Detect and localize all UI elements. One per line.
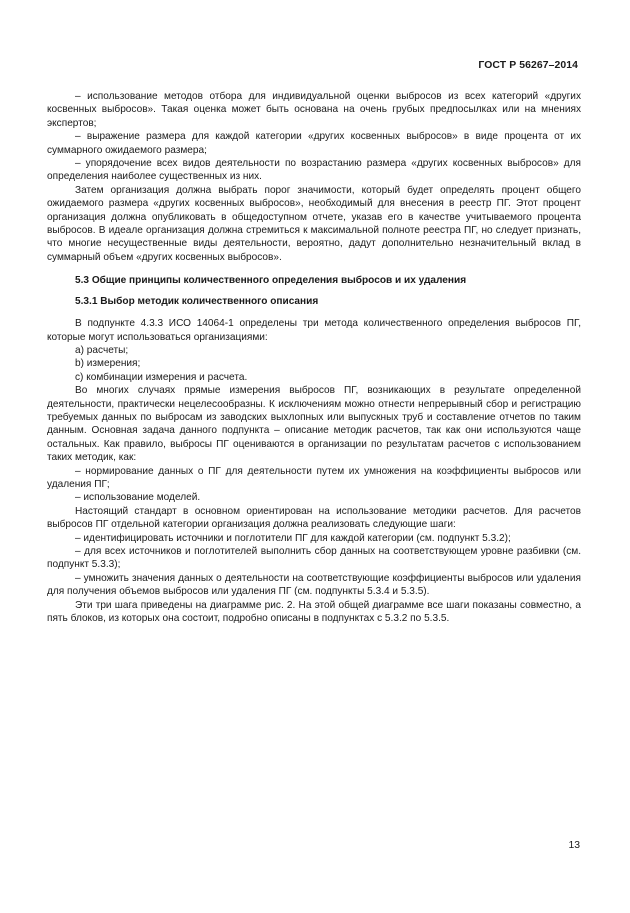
subsection-heading: 5.3.1 Выбор методик количественного описания	[75, 295, 319, 307]
paragraph: В подпункте 4.3.3 ИСО 14064-1 определены три метода количественного определения выбросов ПГ, которые могут использоваться организациями:	[47, 318, 581, 343]
paragraph: – упорядочение всех видов деятельности по возрастанию размера «других косвенных выбросов» для определения наиболее существенных из них.	[47, 158, 581, 183]
document-header: ГОСТ Р 56267–2014	[478, 60, 578, 71]
paragraph: Во многих случаях прямые измерения выбросов ПГ, возникающих в результате определенной деятельности, практически нецелесообразны. К исключениям можно отнести непрерывный сбор и регистрацию требуемых данных по выбросам из заводских выхлопных или выпускных труб и составление отчетов по таким данным. Основная задача данного подпункта – описание методик расчетов, так как они используются чаще остальных. Как правило, выбросы ПГ оцениваются в организации по результатам расчетов с использованием таких методик, как:	[47, 385, 581, 464]
page-body	[47, 90, 581, 625]
paragraph: – выражение размера для каждой категории «других косвенных выбросов» в виде процента от их суммарного ожидаемого размера;	[47, 131, 581, 156]
list-item: b) измерения;	[75, 358, 141, 370]
page-number: 13	[568, 840, 580, 851]
paragraph: Затем организация должна выбрать порог значимости, который будет определять процент общего ожидаемого размера «других косвенных выбросов», необходимый для внесения в реестр ПГ. Этот процент организация должна опубликовать в общедоступном отчете, указав его в качестве учитываемого процента выбросов. В идеале организация должна стремиться к максимальной полноте реестра ПГ, но следует признать, что многие несущественные виды деятельности, вероятно, дадут дополнительно незначительный вклад в суммарный объем «других косвенных выбросов».	[47, 184, 581, 263]
list-item: c) комбинации измерения и расчета.	[75, 371, 248, 383]
list-item: – использование моделей.	[75, 492, 201, 504]
list-item: – для всех источников и поглотителей выполнить сбор данных на соответствующем уровне разбивки (см. подпункт 5.3.3);	[47, 546, 581, 571]
list-item: – умножить значения данных о деятельности на соответствующие коэффициенты выбросов или удаления для получения объемов выбросов или удаления ПГ (см. подпункты 5.3.4 и 5.3.5).	[47, 572, 581, 598]
section-heading: 5.3 Общие принципы количественного определения выбросов и их удаления	[75, 275, 467, 287]
list-item: a) расчеты;	[75, 344, 129, 356]
paragraph: – использование методов отбора для индивидуальной оценки выбросов из всех категорий «других косвенных выбросов». Такая оценка может быть основана на очень грубых предпосылках или на мнениях экспертов;	[47, 91, 581, 129]
list-item: – идентифицировать источники и поглотители ПГ для каждой категории (см. подпункт 5.3.2);	[75, 532, 511, 544]
list-item: – нормирование данных о ПГ для деятельности путем их умножения на коэффициенты выбросов или удаления ПГ;	[47, 465, 581, 490]
paragraph: Эти три шага приведены на диаграмме рис. 2. На этой общей диаграмме все шаги показаны совместно, а пять блоков, из которых она состоит, подробно описаны в подпунктах с 5.3.2 по 5.3.5.	[47, 599, 581, 625]
paragraph: Настоящий стандарт в основном ориентирован на использование методики расчетов. Для расчетов выбросов ПГ отдельной категории организация должна реализовать следующие шаги:	[47, 505, 581, 531]
